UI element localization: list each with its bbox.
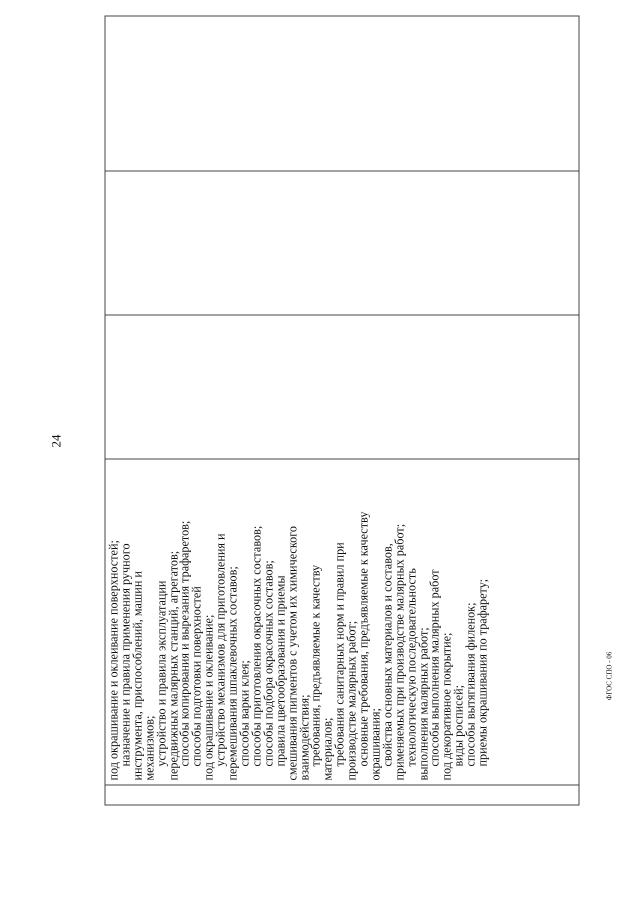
text-line: передвижных малярных станций, агрегатов; <box>165 550 180 781</box>
table-cell-index <box>105 785 578 804</box>
text-line: механизмов; <box>141 715 156 781</box>
table-cell-knowledge <box>105 459 578 785</box>
text-line: способы варки клея; <box>236 659 251 767</box>
text-line: взаимодействия; <box>296 693 311 781</box>
text-line: способы приготовления окрасочных составов; <box>248 525 263 767</box>
text-line: способы выполнения малярных работ <box>427 568 442 767</box>
text-line: способы подготовки поверхностей <box>189 585 204 767</box>
table-cell-discipline <box>105 171 578 316</box>
text-line: под декоративное покрытие; <box>439 632 454 781</box>
table-cell-hours <box>105 315 578 459</box>
table-wrapper <box>104 15 579 805</box>
text-line: свойства основных материалов и составов, <box>379 542 394 767</box>
text-line: виды росписей; <box>451 684 466 767</box>
text-line: под окрашивание и оклеивание поверхностей; <box>106 539 120 781</box>
text-line: устройство и правила эксплуатации <box>153 580 168 767</box>
competency-table <box>104 15 579 805</box>
text-line: назначение и правила применения ручного <box>117 542 132 767</box>
text-line: технологическую последовательность <box>403 567 418 767</box>
text-line: окрашивания; <box>367 707 382 781</box>
text-line: приемы окрашивания по трафарету; <box>475 578 490 767</box>
text-line: способы копирования и вырезания трафаретов; <box>177 520 192 767</box>
text-line: устройство механизмов для приготовления и <box>213 532 228 767</box>
text-line: применяемых при производстве малярных работ; <box>391 523 406 781</box>
text-line: инструмента, приспособлений, машин и <box>129 570 144 781</box>
document-footer-code: ФГОС СПО - 06 <box>605 651 614 701</box>
text-line: под окрашивание и оклеивание; <box>201 614 216 781</box>
text-line: материалов; <box>320 717 335 781</box>
text-line: основные требования, предъявляемые к качеству <box>356 511 371 767</box>
text-line: перемешивания шпаклевочных составов; <box>225 565 240 781</box>
table-cell-competency <box>105 16 578 171</box>
text-line: требования, предъявляемые к качеству <box>308 564 323 767</box>
text-line: смешивания пигментов с учетом их химического <box>284 525 299 781</box>
text-line: производстве малярных работ; <box>344 620 359 781</box>
text-line: правила цветообразования и приемы <box>272 574 287 767</box>
text-line: выполнения малярных работ; <box>415 626 430 781</box>
text-line: способы вытягивания филенок; <box>463 602 478 767</box>
text-line: способы подбора окрасочных составов; <box>260 559 275 767</box>
page-number: 24 <box>48 434 64 448</box>
text-line: требования санитарных норм и правил при <box>332 541 347 767</box>
